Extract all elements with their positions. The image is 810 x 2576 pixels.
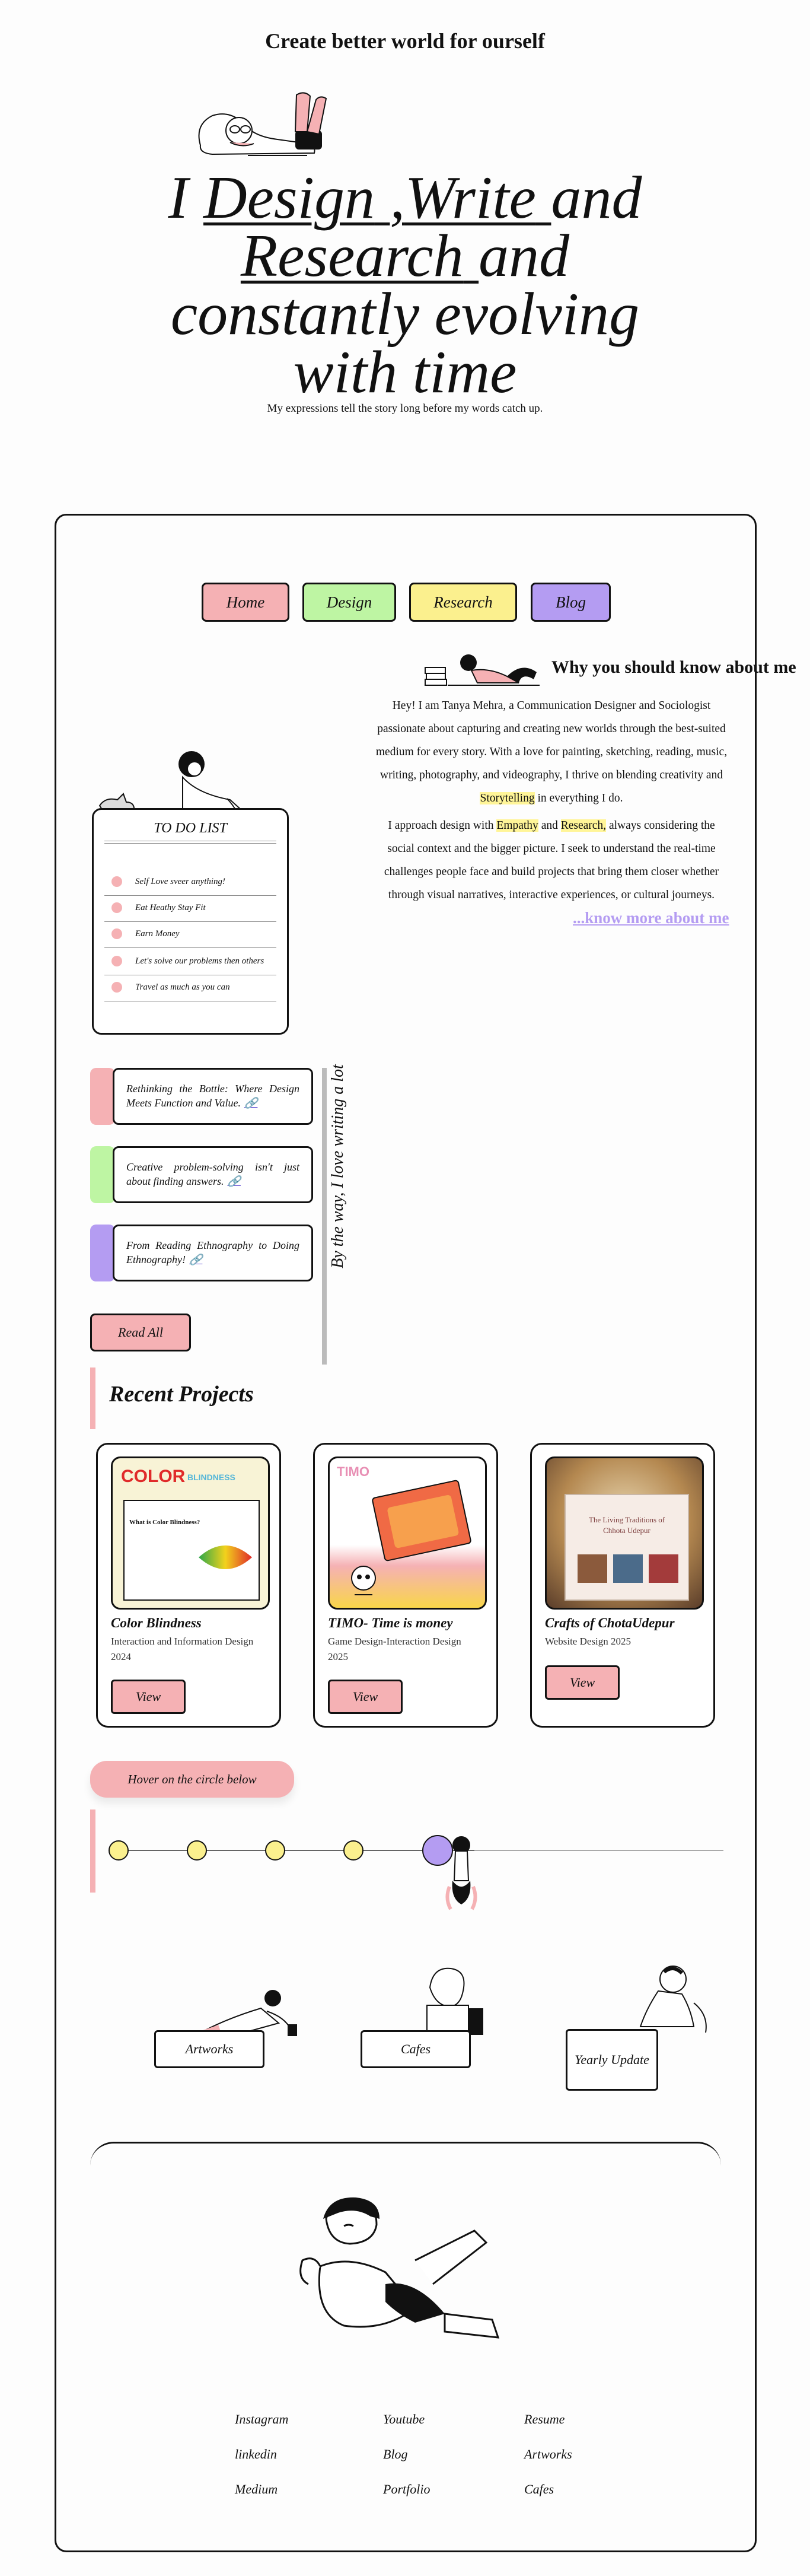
todo-bullet-icon — [111, 956, 122, 966]
timeline-character-illustration — [444, 1833, 479, 1916]
project-meta: Interaction and Information Design — [111, 1636, 254, 1647]
todo-rule — [104, 947, 276, 948]
about-title: Why you should know about me — [551, 657, 796, 677]
project-thumbnail — [111, 1456, 270, 1610]
thumb-crafts-line2: Chhota Udepur — [603, 1526, 650, 1535]
todo-bullet-icon — [111, 982, 122, 993]
todo-item-text: Self Love sveer anything! — [135, 876, 226, 886]
project-meta: Website Design 2025 — [545, 1636, 631, 1647]
empathy-highlight: Empathy — [496, 819, 538, 832]
yearly-update-button[interactable]: Yearly Update — [566, 2029, 658, 2091]
footer-link-portfolio[interactable]: Portfolio — [383, 2482, 430, 2497]
blog-card-text: From Reading Ethnography to Doing Ethnography! — [126, 1239, 299, 1265]
footer-link-medium[interactable]: Medium — [235, 2482, 278, 2497]
hover-hint-pill: Hover on the circle below — [90, 1761, 294, 1798]
artworks-button[interactable]: Artworks — [154, 2030, 264, 2068]
todo-item-text: Let's solve our problems then others — [135, 956, 264, 966]
project-meta: Game Design-Interaction Design — [328, 1636, 461, 1647]
about-paragraph-2 — [374, 814, 729, 907]
heading-and-2: and — [479, 222, 570, 290]
thumb-blindness-text: BLINDNESS — [187, 1473, 235, 1482]
todo-rule — [104, 895, 276, 896]
todo-bullet-icon — [111, 876, 122, 887]
footer-link-blog[interactable]: Blog — [383, 2447, 408, 2461]
link-icon[interactable]: 🔗 — [227, 1175, 241, 1187]
heading-i: I — [168, 164, 189, 231]
project-title: Crafts of ChotaUdepur — [545, 1615, 675, 1630]
blog-card[interactable] — [90, 1068, 313, 1125]
timeline-line-future — [474, 1850, 723, 1851]
thumb-timo-text: TIMO — [337, 1464, 369, 1479]
view-project-button[interactable]: View — [111, 1680, 186, 1714]
todo-item-text: Travel as much as you can — [135, 982, 230, 992]
projects-title: Recent Projects — [109, 1382, 254, 1407]
thumb-character-icon — [343, 1559, 384, 1601]
todo-item — [111, 956, 264, 966]
todo-card — [92, 808, 289, 1035]
blog-card[interactable] — [90, 1225, 313, 1281]
about-illustration — [424, 644, 543, 688]
todo-rule — [104, 921, 276, 922]
todo-bullet-icon — [111, 902, 122, 913]
hero-heading — [107, 164, 703, 406]
footer-illustration — [296, 2195, 522, 2349]
blog-card-tab — [90, 1225, 115, 1281]
blog-divider — [322, 1068, 327, 1365]
project-thumbnail — [328, 1456, 487, 1610]
timeline-accent-bar — [90, 1809, 95, 1893]
heading-design: Design — [203, 164, 375, 231]
blog-card[interactable] — [90, 1146, 313, 1203]
about-p2-end: always considering the social context and the bigger picture. I seek to understand the real-time challenges people face and build projects that bring them closer whether through visual narratives, interactive experiences, or cultural journeys. — [384, 819, 719, 901]
todo-item — [111, 876, 225, 887]
thumb-color-text: COLOR — [121, 1467, 186, 1486]
timeline-dot[interactable] — [343, 1840, 363, 1861]
about-p2-start: I approach design with — [388, 819, 494, 832]
footer-link-youtube[interactable]: Youtube — [383, 2412, 425, 2426]
nav-blog-button[interactable]: Blog — [531, 583, 611, 622]
todo-item — [111, 928, 180, 939]
heading-line-4: with time — [293, 339, 517, 406]
todo-item-text: Eat Heathy Stay Fit — [135, 902, 206, 912]
blog-card-body — [113, 1068, 313, 1125]
project-year: 2024 — [111, 1651, 131, 1662]
view-project-button[interactable]: View — [545, 1665, 620, 1700]
project-card[interactable] — [313, 1443, 498, 1728]
thumb-website — [565, 1494, 689, 1601]
heading-write: Write — [404, 164, 536, 231]
blog-card-text: Rethinking the Bottle: Where Design Meets Function and Value. — [126, 1083, 299, 1109]
project-card[interactable] — [530, 1443, 715, 1728]
heading-line-3: constantly evolving — [170, 281, 640, 348]
todo-item — [111, 902, 206, 913]
blog-card-tab — [90, 1146, 115, 1203]
project-thumbnail — [545, 1456, 704, 1610]
timeline-dot[interactable] — [109, 1840, 129, 1861]
footer-link-resume[interactable]: Resume — [524, 2412, 565, 2426]
nav-research-button[interactable]: Research — [409, 583, 517, 622]
todo-bullet-icon — [111, 928, 122, 939]
todo-item — [111, 982, 230, 993]
about-p1-end: in everything I do. — [537, 792, 623, 804]
projects-accent-bar — [90, 1367, 95, 1429]
todo-title: TO DO LIST — [154, 820, 227, 836]
timeline-dot[interactable] — [265, 1840, 285, 1861]
project-card[interactable] — [96, 1443, 281, 1728]
thumb-leaf-graphic — [196, 1537, 255, 1578]
nav-design-button[interactable]: Design — [302, 583, 396, 622]
about-p2-and: and — [541, 819, 558, 832]
cafes-button[interactable]: Cafes — [361, 2030, 471, 2068]
view-project-button[interactable]: View — [328, 1680, 403, 1714]
blog-card-body — [113, 1146, 313, 1203]
todo-rule — [104, 843, 276, 844]
storytelling-highlight: Storytelling — [480, 792, 535, 804]
link-icon[interactable]: 🔗 — [244, 1097, 258, 1109]
project-title: TIMO- Time is money — [328, 1615, 453, 1630]
blog-card-body — [113, 1225, 313, 1281]
timeline-dot[interactable] — [187, 1840, 207, 1861]
blog-side-text: By the way, I love writing a lot — [329, 1064, 347, 1268]
know-more-link[interactable]: ...know more about me — [573, 909, 729, 927]
heading-comma: , — [390, 164, 405, 231]
nav-home-button[interactable]: Home — [202, 583, 289, 622]
about-p1-text: Hey! I am Tanya Mehra, a Communication Designer and Sociologist passionate about capturing and creating new worlds through the best-suited medium for every story. With a love for painting, sketching, reading, music, writing, photography, and videography, I thrive on blending creativity and — [375, 699, 728, 781]
research-highlight: Research, — [560, 819, 607, 832]
link-icon[interactable]: 🔗 — [189, 1254, 203, 1265]
footer-link-instagram[interactable]: Instagram — [235, 2412, 289, 2426]
project-year: 2025 — [328, 1651, 348, 1662]
todo-item-text: Earn Money — [135, 928, 180, 939]
about-paragraph-1 — [374, 694, 729, 810]
footer-link-artworks[interactable]: Artworks — [524, 2447, 572, 2461]
blog-card-text: Creative problem-solving isn't just about finding answers. — [126, 1161, 299, 1187]
project-title: Color Blindness — [111, 1615, 202, 1630]
footer-divider — [90, 2142, 721, 2177]
thumb-game-box — [371, 1480, 472, 1562]
blog-card-tab — [90, 1068, 115, 1125]
thumb-crafts-line1: The Living Traditions of — [588, 1515, 665, 1524]
read-all-button[interactable]: Read All — [90, 1314, 191, 1351]
heading-and-1: and — [551, 164, 642, 231]
cafes-illustration — [403, 1964, 486, 2041]
site-tagline: Create better world for ourself — [265, 29, 545, 53]
thumb-document — [123, 1500, 260, 1601]
footer-link-cafes[interactable]: Cafes — [524, 2482, 554, 2497]
footer-link-linkedin[interactable]: linkedin — [235, 2447, 277, 2461]
yearly-update-illustration — [623, 1961, 717, 2038]
hero-subtitle: My expressions tell the story long before my words catch up. — [267, 402, 543, 415]
heading-research: Research — [240, 222, 464, 290]
thumb-heading: What is Color Blindness? — [129, 1519, 200, 1526]
